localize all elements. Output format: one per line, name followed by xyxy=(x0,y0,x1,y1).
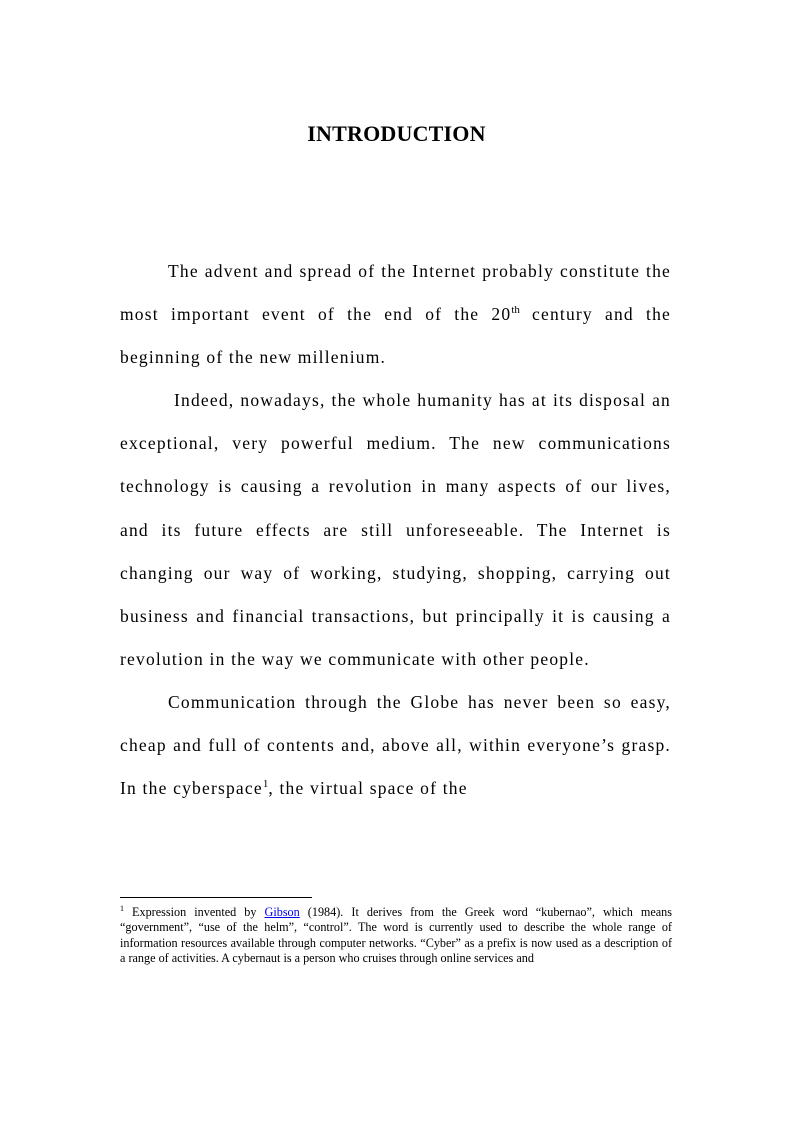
paragraph-1-text: The advent and spread of the Internet probably constitute the most important event of the end of the 20 xyxy=(120,261,671,325)
footnote-separator xyxy=(120,897,312,898)
ordinal-superscript: th xyxy=(511,304,520,317)
footnote-reference[interactable]: 1 xyxy=(262,778,269,791)
paragraph-2 xyxy=(120,379,671,681)
footnote xyxy=(120,905,672,966)
footnote-marker: 1 xyxy=(120,903,124,913)
page-title: INTRODUCTION xyxy=(307,121,486,146)
paragraph-1 xyxy=(120,250,671,379)
paragraph-3-text: Communication through the Globe has never been so easy, cheap and full of contents and, above all, within everyone’s grasp. In the cyberspace xyxy=(120,691,671,799)
paragraph-2-text: Indeed, nowadays, the whole humanity has at its disposal an exceptional, very powerful medium. The new communications technology is causing a revolution in many aspects of our lives, and its future effects are still unforeseeable. The Internet is changing our way of working, studying, shopping, carrying out business and financial transactions, but principally it is causing a revolution in the way we communicate with other people. xyxy=(120,390,671,669)
body-text xyxy=(120,250,671,810)
footnote-text-rest: (1984). It derives from the Greek word “kubernao”, which means “government”, “use of the helm”, “control”. The word is currently used to describe the whole range of information resources available through computer networks. “Cyber” as a prefix is now used as a description of a range of activities. A cybernaut is a person who cruises through online services and xyxy=(120,905,672,965)
paragraph-1-text-end: century and the beginning of the new millenium. xyxy=(120,304,671,368)
paragraph-3 xyxy=(120,681,671,810)
gibson-link[interactable]: Gibson xyxy=(264,905,300,919)
paragraph-3-text-end: , the virtual space of the xyxy=(268,778,468,799)
footnote-text-start: Expression invented by xyxy=(124,905,265,919)
